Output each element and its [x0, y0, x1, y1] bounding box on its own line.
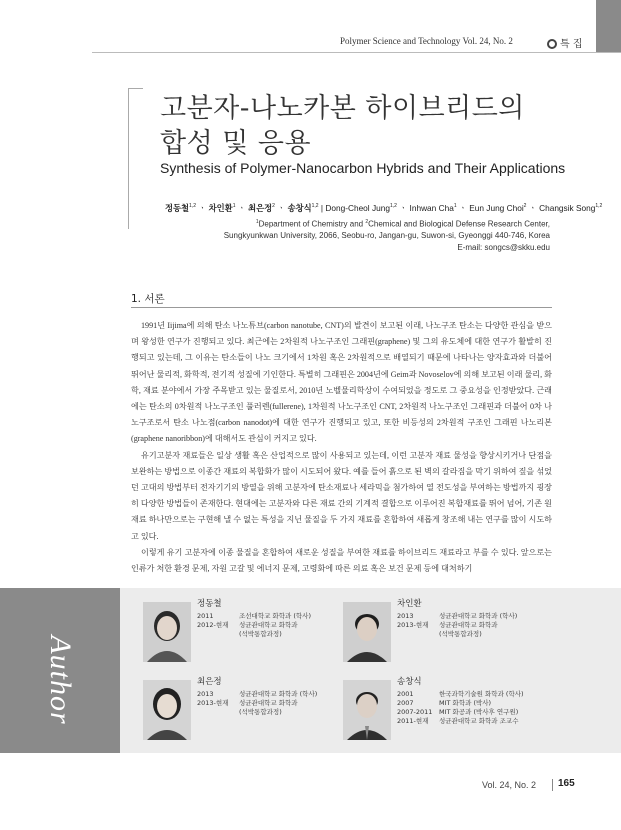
divider: | — [320, 203, 324, 213]
korean-title-line-2: 합성 및 응용 — [160, 128, 312, 159]
running-header: Polymer Science and Technology Vol. 24, No. 2 — [340, 36, 513, 46]
paragraph: 유기고분자 재료들은 일상 생활 혹은 산업적으로 많이 사용되고 있는데, 이런 고분자 재료 물성을 향상시키거나 단점을 보완하는 방법으로 이종간 재료의 복합화가 많이 시도되어 왔다. 예를 들어 흙으로 된 벽의 갈라짐을 막기 위하여 짚을 섞었던 고대의 방법부터 전자기기의 방열을 위해 고분자에 탄소재료나 세라믹을 첨가하여 열 전도성을 부여하는 방법까지 굉장히 다양한 방법들이 존재한다. 현대에는 고분자와 다른 재료 간의 기계적 결합으로 이루어진 복합재료를 뛰어 넘어, 기존 원재료 하나만으로는 구현해 낼 수 없는 특성을 지닌 물질을 두 가지 재료를 혼합하여 새롭게 창조해 내는 연구를 많이 시도하고 있다. — [131, 450, 552, 541]
author-label: Author — [44, 635, 77, 725]
author-name: 차인환 — [397, 599, 422, 609]
author-en-3: Eun Jung Choi — [469, 203, 524, 213]
author-photo — [343, 680, 391, 740]
author-en-sup: 1 — [453, 203, 457, 210]
author-photo — [143, 602, 191, 662]
affiliation-line-2: Sungkyunkwan University, 2066, Seobu-ro, Jangan-gu, Suwon-si, Gyeonggi 440-746, Korea — [223, 231, 550, 240]
footer-issue: Vol. 24, No. 2 — [482, 780, 537, 790]
author-en-sup: 1,2 — [389, 203, 397, 210]
author-ko-2: 차인환 — [208, 203, 233, 213]
author-career: 2001 한국과학기술원 화학과 (학사) 2007 MIT 화학과 (박사) 2007-2011 MIT 화공과 (박사후 연구원) 2011-현재 성균관대학교 화학과 조교수 — [397, 690, 524, 725]
footer-divider — [552, 779, 553, 791]
author-ko-sup: 1 — [232, 203, 236, 210]
author-ko-sup: 1,2 — [311, 203, 319, 210]
author-photo — [143, 680, 191, 740]
author-name: 정동철 — [197, 599, 222, 609]
author-name: 송창식 — [397, 677, 422, 687]
circle-bullet-icon — [547, 39, 557, 49]
header-rule — [92, 52, 621, 53]
author-en-1: Dong-Cheol Jung — [325, 203, 390, 213]
separator: ㆍ — [399, 203, 408, 213]
separator: ㆍ — [198, 203, 207, 213]
separator: ㆍ — [458, 203, 467, 213]
paragraph: 1991년 Iijima에 의해 탄소 나노튜브(carbon nanotube, CNT)의 발견이 보고된 이래, 나노구조 탄소는 다양한 관심을 받으며 왕성한 연구가 진행되고 있다. 최근에는 2차원적 나노구조인 그래핀(graphene) 및 그의 유도체에 대한 연구가 활발히 진행되고 있는데, 그 이유는 탄소들이 나노 크기에서 1차원 혹은 2차원적으로 배열되기 때문에 나타나는 양자효과와 더불어 뛰어난 물리적, 화학적, 전기적 성질에 기인한다. 특별히 그래핀은 2004년에 Geim과 Novoselov에 의해 보고된 이래 물리, 화학, 재료 분야에서 가장 주목받고 있는 물질로서, 2010년 노벨물리학상이 수여되었을 정도로 그 중요성을 인정받았다. 근래에는 탄소의 0차원적 나노구조인 풀러렌(fullerene), 1차원적 나노구조인 CNT, 2차원적 나노구조인 그래핀과 더불어 0차 나노구조로서 탄소 나노점(carbon nanodot)에 대한 연구가 진행되고 있고, 또한 비등성의 2차원적 구조인 그래핀 나노리본(graphene nanoribbon)에 대해서도 관심이 커지고 있다. — [131, 321, 552, 444]
contact-email: E-mail: songcs@skku.edu — [457, 243, 550, 252]
paragraph: 이렇게 유기 고분자에 이종 물질을 혼합하여 새로운 성질을 부여한 재료를 하이브리드 재료라고 부를 수 있다. 앞으로는 인류가 처한 환경 문제, 자원 고갈 및 에너지 문제, 고령화에 따른 의료 혹은 보건 문제 등에 대처하기 — [131, 547, 552, 574]
author-career: 2011 조선대학교 화학과 (학사) 2012-현재 성균관대학교 화학과 (석박통합과정) — [197, 612, 311, 638]
affil-part-2: Chemical and Biological Defense Research Center, — [368, 219, 550, 229]
section-heading: 1. 서론 — [131, 293, 165, 305]
author-en-sup: 2 — [523, 203, 527, 210]
section-rule — [131, 307, 552, 308]
author-career: 2013 성균관대학교 화학과 (학사) 2013-현재 성균관대학교 화학과 (석박통합과정) — [397, 612, 518, 638]
author-en-4: Changsik Song — [539, 203, 596, 213]
separator: ㆍ — [277, 203, 286, 213]
affiliation-line-1 — [200, 219, 550, 229]
author-en-2: Inhwan Cha — [409, 203, 454, 213]
author-line — [165, 202, 603, 214]
separator: ㆍ — [528, 203, 537, 213]
author-en-sup: 1,2 — [595, 203, 603, 210]
body-text — [131, 318, 552, 577]
affil-part-1: Department of Chemistry and — [258, 219, 366, 229]
author-photo — [343, 602, 391, 662]
affil-sup-1: 1 — [255, 219, 259, 225]
english-title: Synthesis of Polymer-Nanocarbon Hybrids and Their Applications — [160, 160, 566, 176]
author-ko-1: 정동철 — [165, 203, 190, 213]
page-number: 165 — [558, 778, 575, 789]
title-bracket — [128, 88, 143, 229]
author-ko-4: 송창식 — [287, 203, 312, 213]
corner-decoration — [596, 0, 621, 52]
author-name: 최은정 — [197, 677, 222, 687]
author-ko-sup: 1,2 — [189, 203, 196, 210]
korean-title-line-1: 고분자-나노카본 하이브리드의 — [160, 93, 525, 124]
author-ko-3: 최은정 — [248, 203, 273, 213]
author-ko-sup: 2 — [272, 203, 275, 210]
separator: ㆍ — [237, 203, 246, 213]
affil-sup-2: 2 — [365, 219, 369, 225]
section-tag: 특 집 — [560, 39, 583, 50]
author-career: 2013 성균관대학교 화학과 (학사) 2013-현재 성균관대학교 화학과 (석박통합과정) — [197, 690, 318, 716]
